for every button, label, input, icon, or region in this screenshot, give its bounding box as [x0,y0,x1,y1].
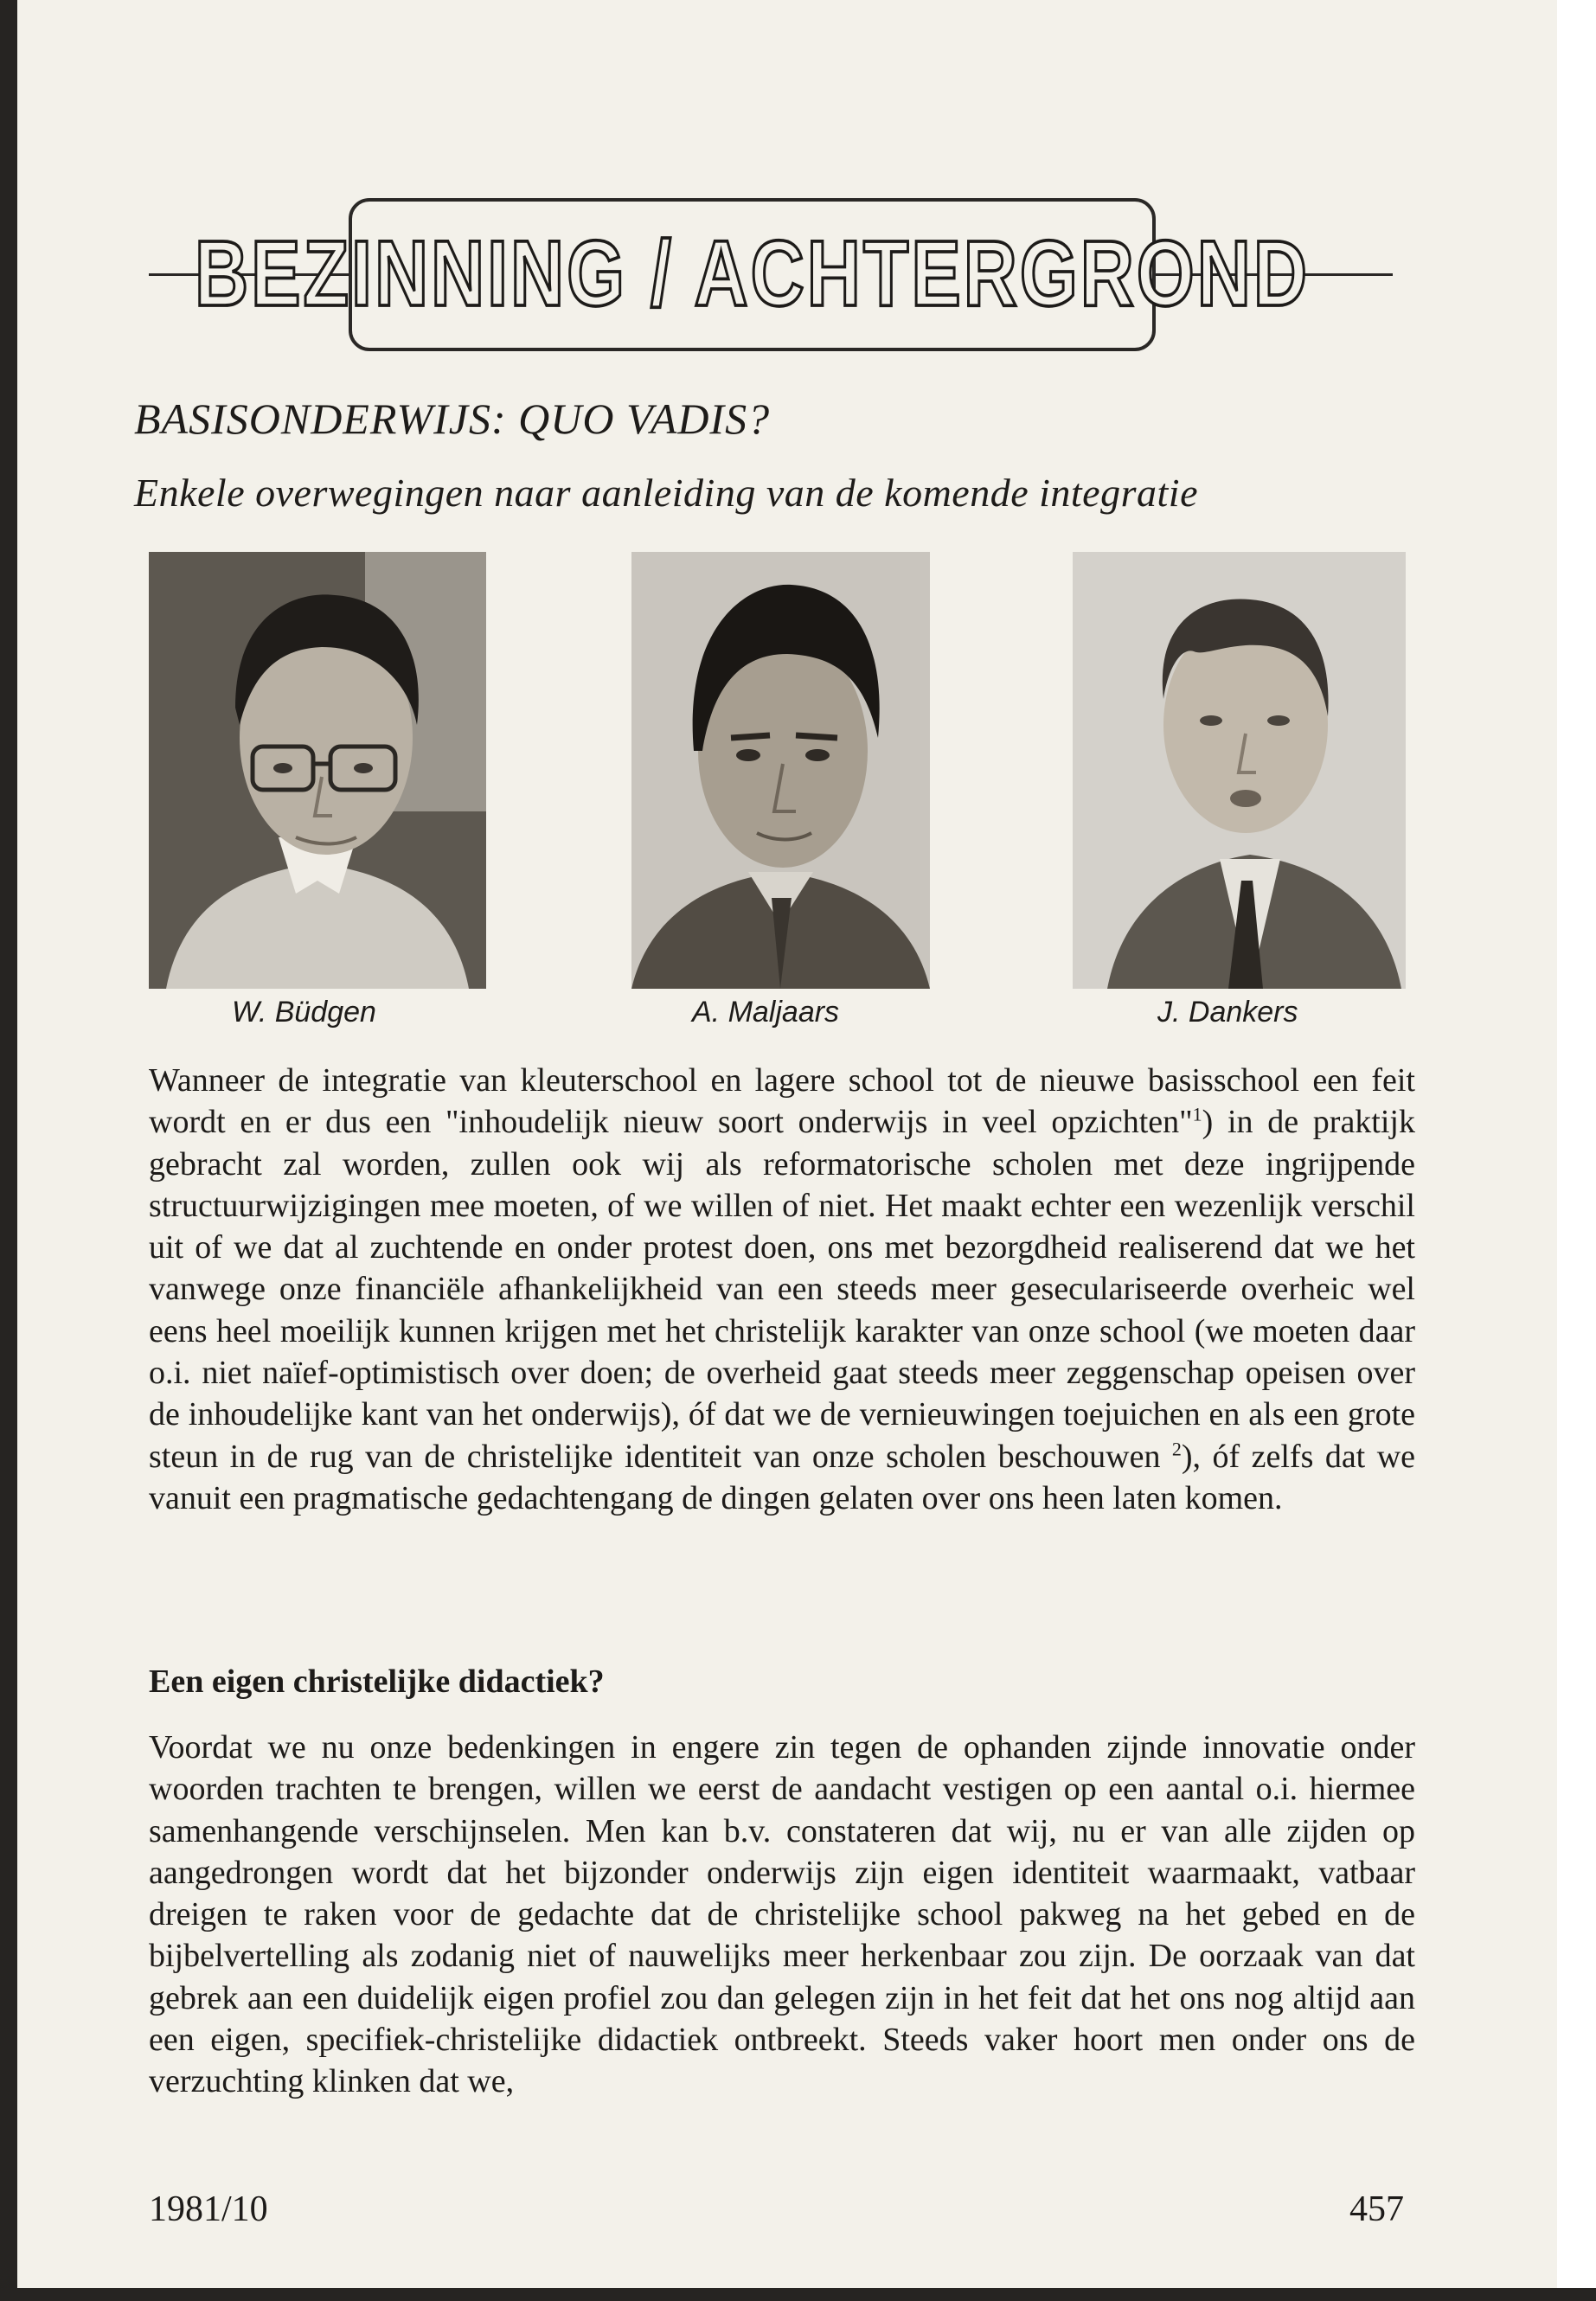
section-banner [195,198,1310,351]
portrait-photo [631,552,930,989]
body-paragraph [149,1060,1415,1519]
scan-edge [1557,0,1596,2301]
photo-caption: A. Maljaars [692,996,840,1029]
scan-border [0,2288,1596,2301]
footnote-marker: 1 [1192,1103,1202,1125]
article-subtitle: Enkele overwegingen naar aanleiding van de komende integratie [134,471,1198,515]
article-title: BASISONDERWIJS: QUO VADIS? [134,394,771,443]
portrait-photo [149,552,486,989]
section-heading: Een eigen christelijke didactiek? [149,1663,605,1700]
page-number: 457 [1349,2189,1404,2229]
section-banner-text: BEZINNING / ACHTERGROND [195,221,1310,326]
photo-caption: J. Dankers [1157,996,1298,1029]
body-paragraph: Voordat we nu onze bedenkingen in engere zin tegen de ophanden zijnde innovatie onder woorden trachten te brengen, willen we eerst de aandacht vestigen op een aantal o.i. hiermee samenhangende verschijnselen. Men kan b.v. constateren dat wij, nu er van alle zijden op aangedrongen wordt dat het bijzonder onderwijs zijn eigen identiteit waarmaakt, vatbaar dreigen te raken voor de gedachte dat de christelijke school pakweg na het gebed en de bijbelvertelling als zodanig niet of nauwelijks meer herkenbaar zou zijn. De oorzaak van dat gebrek aan een duidelijk eigen profiel zou dan gelegen zijn in het feit dat het ons nog altijd aan een eigen, specifiek-christelijke didactiek ontbreekt. Steeds vaker hoort men onder ons de verzuchting klinken dat we, [149,1729,1415,2100]
photo-caption: W. Büdgen [232,996,376,1029]
paragraph-text: ) in de praktijk gebracht zal worden, zullen ook wij als reformatorische scholen met deze ingrijpende structuurwijzigingen mee moeten, of we willen of niet. Het maakt echter een wezenlijk verschil uit of we dat al zuchtende en onder protest doen, ons met bezorgdheid realiserend dat we het vanwege onze financiële afhankelijkheid van een steeds meer geseculariseerde overheic wel eens heel moeilijk kunnen krijgen met het christelijk karakter van onze school (we moeten daar o.i. niet naïef-optimistisch over doen; de overheid gaat steeds meer zeggenschap opeisen over de inhoudelijke kant van het onderwijs), óf dat we de vernieuwingen toejuichen en als een grote steun in de rug van de christelijke identiteit van onze scholen beschouwen [149,1104,1415,1475]
portrait-photo [1073,552,1406,989]
paragraph-text: ), óf zelfs dat we vanuit een pragmatische gedachtengang de dingen gelaten over ons heen laten komen. [149,1438,1415,1516]
issue-number: 1981/10 [149,2189,268,2229]
paragraph-text: Wanneer de integratie van kleuterschool en lagere school tot de nieuwe basisschool een feit wordt en er dus een "inhoudelijk nieuw soort onderwijs in veel opzichten" [149,1062,1415,1141]
footnote-marker: 2 [1171,1438,1182,1460]
